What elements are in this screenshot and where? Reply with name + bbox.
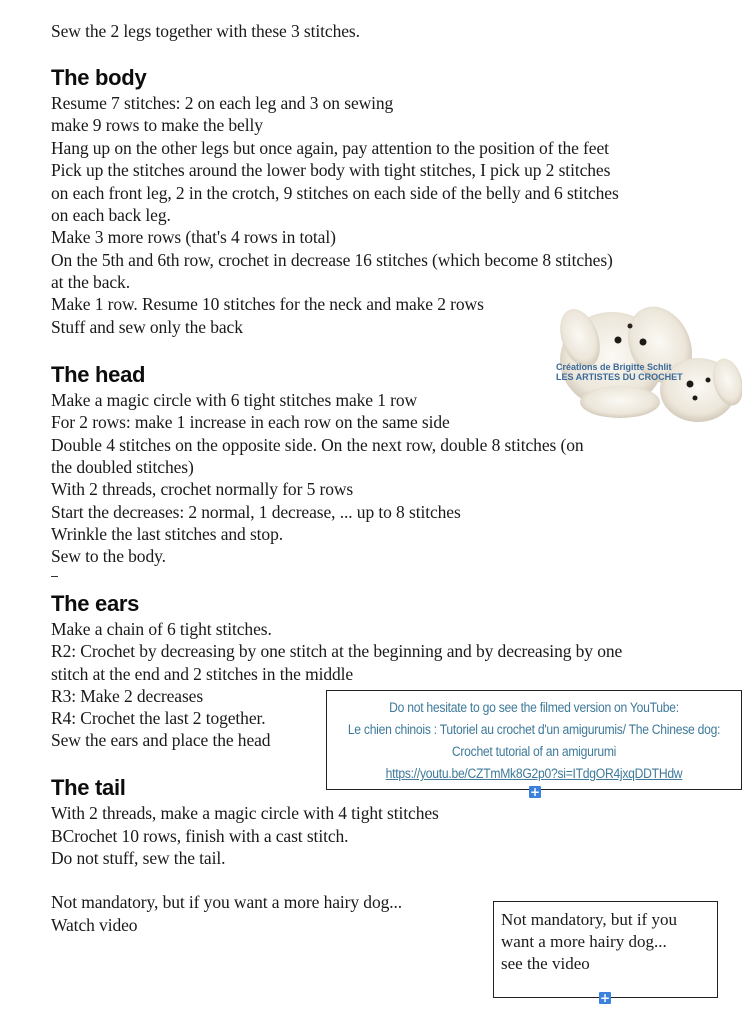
head-line: Double 4 stitches on the opposite side. On the next row, double 8 stitches (on (51, 435, 584, 455)
body-line: Make 3 more rows (that's 4 rows in total) (51, 227, 336, 247)
body-line: Hang up on the other legs but once again, pay attention to the position of the feet (51, 138, 609, 158)
body-line: on each back leg. (51, 205, 171, 225)
expand-handle-icon[interactable]: + (599, 991, 611, 1005)
big-dog-eye (615, 337, 622, 344)
ears-line: R3: Make 2 decreases (51, 686, 204, 706)
dash-mark (51, 576, 58, 577)
ears-line: R2: Crochet by decreasing by one stitch at the beginning and by decreasing by one (51, 641, 623, 661)
section-heading-tail: The tail (51, 775, 126, 800)
closing-line: Watch video (51, 915, 138, 935)
head-line: Make a magic circle with 6 tight stitches make 1 row (51, 390, 418, 410)
amigurumi-dogs-photo (550, 290, 742, 430)
body-line: Make 1 row. Resume 10 stitches for the neck and make 2 rows (51, 294, 484, 314)
youtube-link[interactable]: https://youtu.be/CZTmMk8G2p0?si=ITdgOR4jxqDDTHdw (385, 766, 683, 781)
watermark-brand: LES ARTISTES DU CROCHET (556, 372, 683, 382)
youtube-box-line: Do not hesitate to go see the filmed version on YouTube: (389, 700, 679, 715)
body-line: at the back. (51, 272, 130, 292)
expand-handle-icon[interactable]: + (529, 785, 541, 799)
youtube-text-box[interactable] (326, 690, 742, 790)
small-dog-nose (693, 396, 698, 401)
body-line: on each front leg, 2 in the crotch, 9 stitches on each side of the belly and 6 stitches (51, 183, 619, 203)
note-text-box[interactable] (493, 901, 718, 998)
head-line: the doubled stitches) (51, 457, 194, 477)
head-line: Wrinkle the last stitches and stop. (51, 524, 283, 544)
big-dog-eye (640, 339, 647, 346)
ears-line: Sew the ears and place the head (51, 730, 271, 750)
ears-line: Make a chain of 6 tight stitches. (51, 619, 272, 639)
intro-text: Sew the 2 legs together with these 3 stitches. (51, 21, 360, 41)
watermark-credit: Créations de Brigitte Schlit (556, 362, 672, 372)
body-line: make 9 rows to make the belly (51, 115, 263, 135)
head-line: Start the decreases: 2 normal, 1 decrease, ... up to 8 stitches (51, 502, 461, 522)
head-line: Sew to the body. (51, 546, 166, 566)
small-dog-eye (706, 378, 711, 383)
head-line: For 2 rows: make 1 increase in each row on the same side (51, 412, 450, 432)
ears-line: stitch at the end and 2 stitches in the middle (51, 664, 354, 684)
youtube-box-line: Crochet tutorial of an amigurumi (451, 744, 617, 759)
tail-line: With 2 threads, make a magic circle with 4 tight stitches (51, 803, 439, 823)
closing-line: Not mandatory, but if you want a more hairy dog... (51, 892, 403, 912)
body-line: Resume 7 stitches: 2 on each leg and 3 on sewing (51, 93, 394, 113)
dogs-illustration (550, 290, 742, 430)
big-dog-eye (628, 324, 633, 329)
section-heading-ears: The ears (51, 591, 140, 616)
body-line: On the 5th and 6th row, crochet in decrease 16 stitches (which become 8 stitches) (51, 250, 613, 270)
small-dog-eye (687, 381, 694, 388)
body-line: Stuff and sew only the back (51, 317, 243, 337)
note-box-line: see the video (501, 954, 590, 973)
youtube-box-line: Le chien chinois : Tutoriel au crochet d'un amigurumis/ The Chinese dog: (347, 722, 721, 737)
big-dog-paws (580, 386, 660, 418)
section-heading-body: The body (51, 65, 147, 90)
ears-line: R4: Crochet the last 2 together. (51, 708, 266, 728)
tail-line: BCrochet 10 rows, finish with a cast stitch. (51, 826, 349, 846)
note-box-line: Not mandatory, but if you (501, 910, 677, 929)
section-heading-head: The head (51, 362, 146, 387)
note-box-line: want a more hairy dog... (501, 932, 667, 951)
head-line: With 2 threads, crochet normally for 5 rows (51, 479, 354, 499)
body-line: Pick up the stitches around the lower body with tight stitches, I pick up 2 stitches (51, 160, 611, 180)
tail-line: Do not stuff, sew the tail. (51, 848, 226, 868)
